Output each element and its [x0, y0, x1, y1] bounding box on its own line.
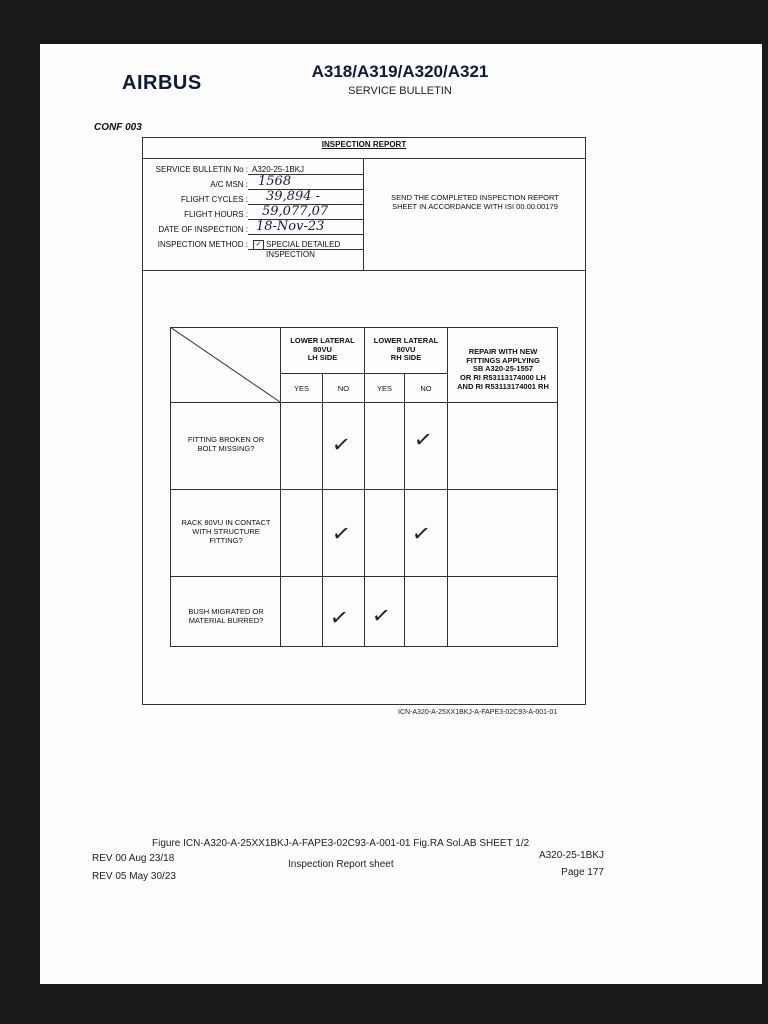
report-title: INSPECTION REPORT	[321, 140, 407, 149]
divider	[170, 576, 558, 577]
footer-title: Inspection Report sheet	[288, 859, 394, 870]
divider	[248, 234, 363, 235]
icn-reference: ICN-A320-A-25XX1BKJ-A-FAPE3-02C93-A-001-01	[398, 709, 558, 716]
document-title: A318/A319/A320/A321	[311, 62, 489, 81]
table-row-label: BUSH MIGRATED OR MATERIAL BURRED?	[188, 607, 264, 625]
divider	[280, 373, 447, 374]
sb-number-value: A320-25-1BKJ	[252, 165, 305, 174]
col-lh-side-header: LOWER LATERAL 80VU LH SIDE	[290, 336, 355, 363]
revision-1: REV 00 Aug 23/18	[92, 853, 175, 864]
check-mark: ✓	[330, 431, 353, 460]
method-checkbox: ✓	[253, 240, 264, 250]
col-rh-side-header: LOWER LATERAL 80VU RH SIDE	[373, 336, 439, 363]
lh-yes-header: YES	[293, 384, 309, 393]
divider	[142, 158, 586, 159]
msn-label: A/C MSN :	[210, 180, 248, 189]
divider	[364, 327, 365, 647]
figure-caption: Figure ICN-A320-A-25XX1BKJ-A-FAPE3-02C93-A-001-01 Fig.RA Sol.AB SHEET 1/2	[152, 838, 530, 849]
document-subtitle: SERVICE BULLETIN	[348, 85, 452, 97]
divider	[142, 270, 586, 271]
check-mark: ✓	[370, 602, 393, 631]
rh-no-header: NO	[420, 384, 432, 393]
flight-hours-value: 59,077,07	[262, 204, 329, 219]
table-row-label: RACK 80VU IN CONTACT WITH STRUCTURE FITTING?	[181, 518, 271, 545]
check-mark: ✓	[330, 520, 353, 549]
inspection-date-value: 18-Nov-23	[256, 219, 325, 234]
page-number: Page 177	[561, 867, 604, 878]
table-row-label: FITTING BROKEN OR BOLT MISSING?	[187, 435, 265, 453]
check-mark: ✓	[328, 604, 351, 633]
document-number: A320-25-1BKJ	[538, 850, 604, 861]
check-mark: ✓	[412, 426, 435, 455]
flight-hours-label: FLIGHT HOURS :	[184, 210, 248, 219]
msn-value: 1568	[258, 174, 292, 189]
inspection-method-value: SPECIAL DETAILED	[266, 240, 341, 249]
revision-2: REV 05 May 30/23	[92, 871, 176, 882]
conf-label: CONF 003	[94, 122, 142, 133]
header-diagonal	[170, 327, 281, 403]
check-mark: ✓	[410, 520, 433, 549]
divider	[170, 489, 558, 490]
airbus-logo: AIRBUS	[122, 72, 202, 94]
sb-number-label: SERVICE BULLETIN No :	[155, 165, 248, 174]
inspection-date-label: DATE OF INSPECTION :	[158, 225, 248, 234]
divider	[363, 158, 364, 270]
col-repair-header: REPAIR WITH NEW FITTINGS APPLYING SB A320-25-1557 OR RI R53113174000 LH AND RI R53113174001 RH	[457, 347, 549, 391]
lh-no-header: NO	[337, 384, 350, 393]
submission-instruction: SEND THE COMPLETED INSPECTION REPORT SHEET IN ACCORDANCE WITH ISI 00.00.00179	[391, 193, 559, 211]
flight-cycles-value: 39,894 -	[266, 189, 321, 204]
inspection-method-label: INSPECTION METHOD :	[157, 240, 248, 249]
divider	[322, 373, 323, 647]
flight-cycles-label: FLIGHT CYCLES :	[181, 195, 248, 204]
rh-yes-header: YES	[376, 384, 392, 393]
inspection-method-value-2: INSPECTION	[266, 250, 315, 259]
divider	[404, 373, 405, 647]
